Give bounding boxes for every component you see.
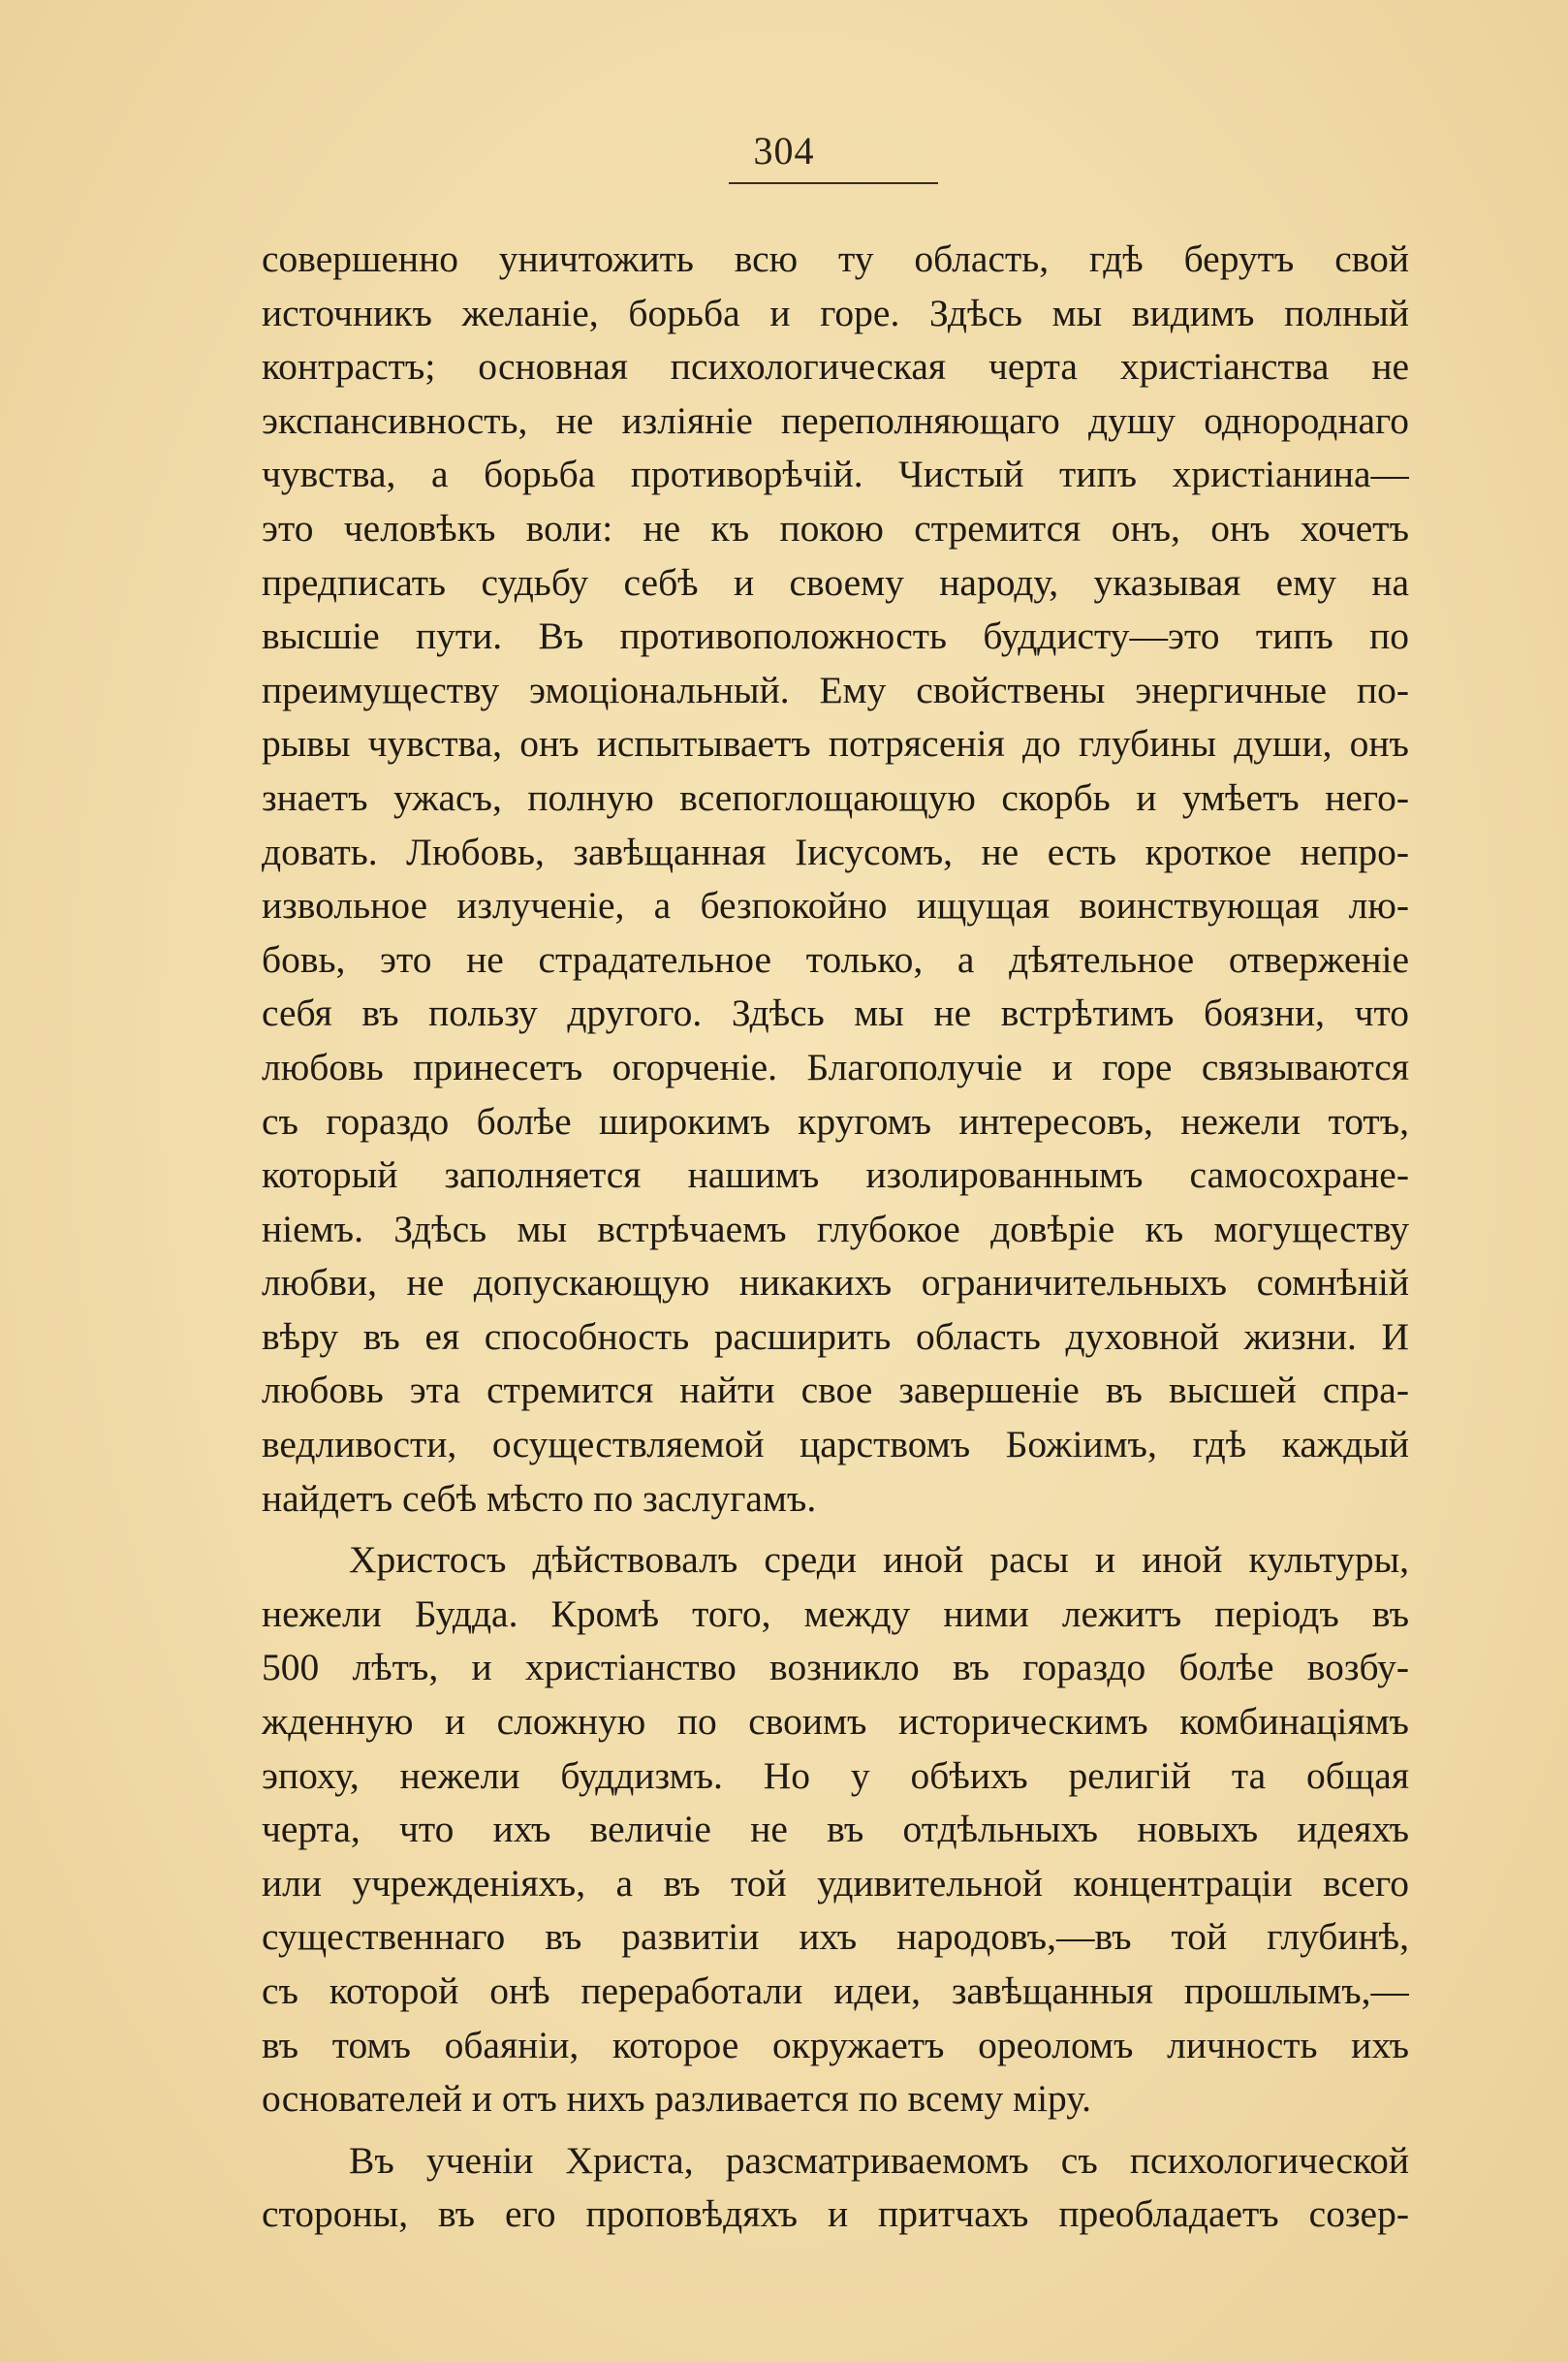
text-line: экспансивность, не изліяніе переполняющаго душу однороднаго [262, 398, 1409, 442]
text-line: любовь эта стремится найти свое завершеніе въ высшей спра- [262, 1369, 1409, 1412]
text-line: бовь, это не страдательное только, а дѣятельное отверженіе [262, 937, 1409, 981]
text-line: который заполняется нашимъ изолированнымъ самосохране- [262, 1153, 1409, 1197]
text-line: нежели Будда. Кромѣ того, между ними лежитъ періодъ въ [262, 1591, 1409, 1635]
text-line: совершенно уничтожить всю ту область, гдѣ берутъ свой [262, 237, 1409, 280]
text-line: эпоху, нежели буддизмъ. Но у обѣихъ религій та общая [262, 1753, 1409, 1797]
body-text [262, 233, 1409, 2242]
header-rule [729, 182, 938, 184]
text-line: въ томъ обаяніи, которое окружаетъ ореоломъ личность ихъ [262, 2023, 1409, 2066]
text-line: знаетъ ужасъ, полную всепоглощающую скорбь и умѣетъ него- [262, 775, 1409, 819]
text-line: источникъ желаніе, борьба и горе. Здѣсь мы видимъ полный [262, 291, 1409, 334]
text-line: контрастъ; основная психологическая черта христіанства не [262, 345, 1409, 389]
paragraph-end-line: найдетъ себѣ мѣсто по заслугамъ. [262, 1476, 817, 1520]
text-line: или учрежденіяхъ, а въ той удивительной концентраціи всего [262, 1861, 1409, 1905]
text-line: съ гораздо болѣе широкимъ кругомъ интересовъ, нежели тотъ, [262, 1099, 1409, 1143]
text-line: ніемъ. Здѣсь мы встрѣчаемъ глубокое довѣріе къ могуществу [262, 1207, 1409, 1250]
text-line: высшіе пути. Въ противоположность буддисту—это типъ по [262, 614, 1409, 658]
text-line: жденную и сложную по своимъ историческимъ комбинаціямъ [262, 1700, 1409, 1744]
text-line: ведливости, осуществляемой царствомъ Божіимъ, гдѣ каждый [262, 1423, 1409, 1466]
text-line: стороны, въ его проповѣдяхъ и притчахъ преобладаетъ созер- [262, 2192, 1409, 2236]
text-line: вѣру въ ея способность расширить область духовной жизни. И [262, 1314, 1409, 1358]
paragraph-first-line: Христосъ дѣйствовалъ среди иной расы и иной культуры, [349, 1538, 1409, 1582]
text-line: извольное излученіе, а безпокойно ищущая воинствующая лю- [262, 884, 1409, 928]
text-line: это человѣкъ воли: не къ покою стремится онъ, онъ хочетъ [262, 506, 1409, 550]
paragraph-first-line: Въ ученіи Христа, разсматриваемомъ съ психологической [349, 2138, 1409, 2182]
text-line: любовь принесетъ огорченіе. Благополучіе и горе связываются [262, 1045, 1409, 1088]
text-line: довать. Любовь, завѣщанная Іисусомъ, не есть кроткое непро- [262, 830, 1409, 873]
text-line: предписать судьбу себѣ и своему народу, указывая ему на [262, 560, 1409, 604]
text-line: преимуществу эмоціональный. Ему свойствены энергичные по- [262, 668, 1409, 711]
page-number: 304 [753, 129, 815, 173]
text-line: рывы чувства, онъ испытываетъ потрясенія до глубины души, онъ [262, 722, 1409, 766]
text-line: себя въ пользу другого. Здѣсь мы не встрѣтимъ боязни, что [262, 992, 1409, 1035]
text-line: существеннаго въ развитіи ихъ народовъ,—въ той глубинѣ, [262, 1915, 1409, 1959]
paragraph-end-line: основателей и отъ нихъ разливается по всему міру. [262, 2077, 1091, 2121]
text-line: 500 лѣтъ, и христіанство возникло въ гораздо болѣе возбу- [262, 1646, 1409, 1689]
text-line: любви, не допускающую никакихъ ограничительныхъ сомнѣній [262, 1261, 1409, 1305]
text-line: съ которой онѣ переработали идеи, завѣщанныя прошлымъ,— [262, 1969, 1409, 2012]
text-line: чувства, а борьба противорѣчій. Чистый типъ христіанина— [262, 453, 1409, 496]
text-line: черта, что ихъ величіе не въ отдѣльныхъ новыхъ идеяхъ [262, 1808, 1409, 1851]
